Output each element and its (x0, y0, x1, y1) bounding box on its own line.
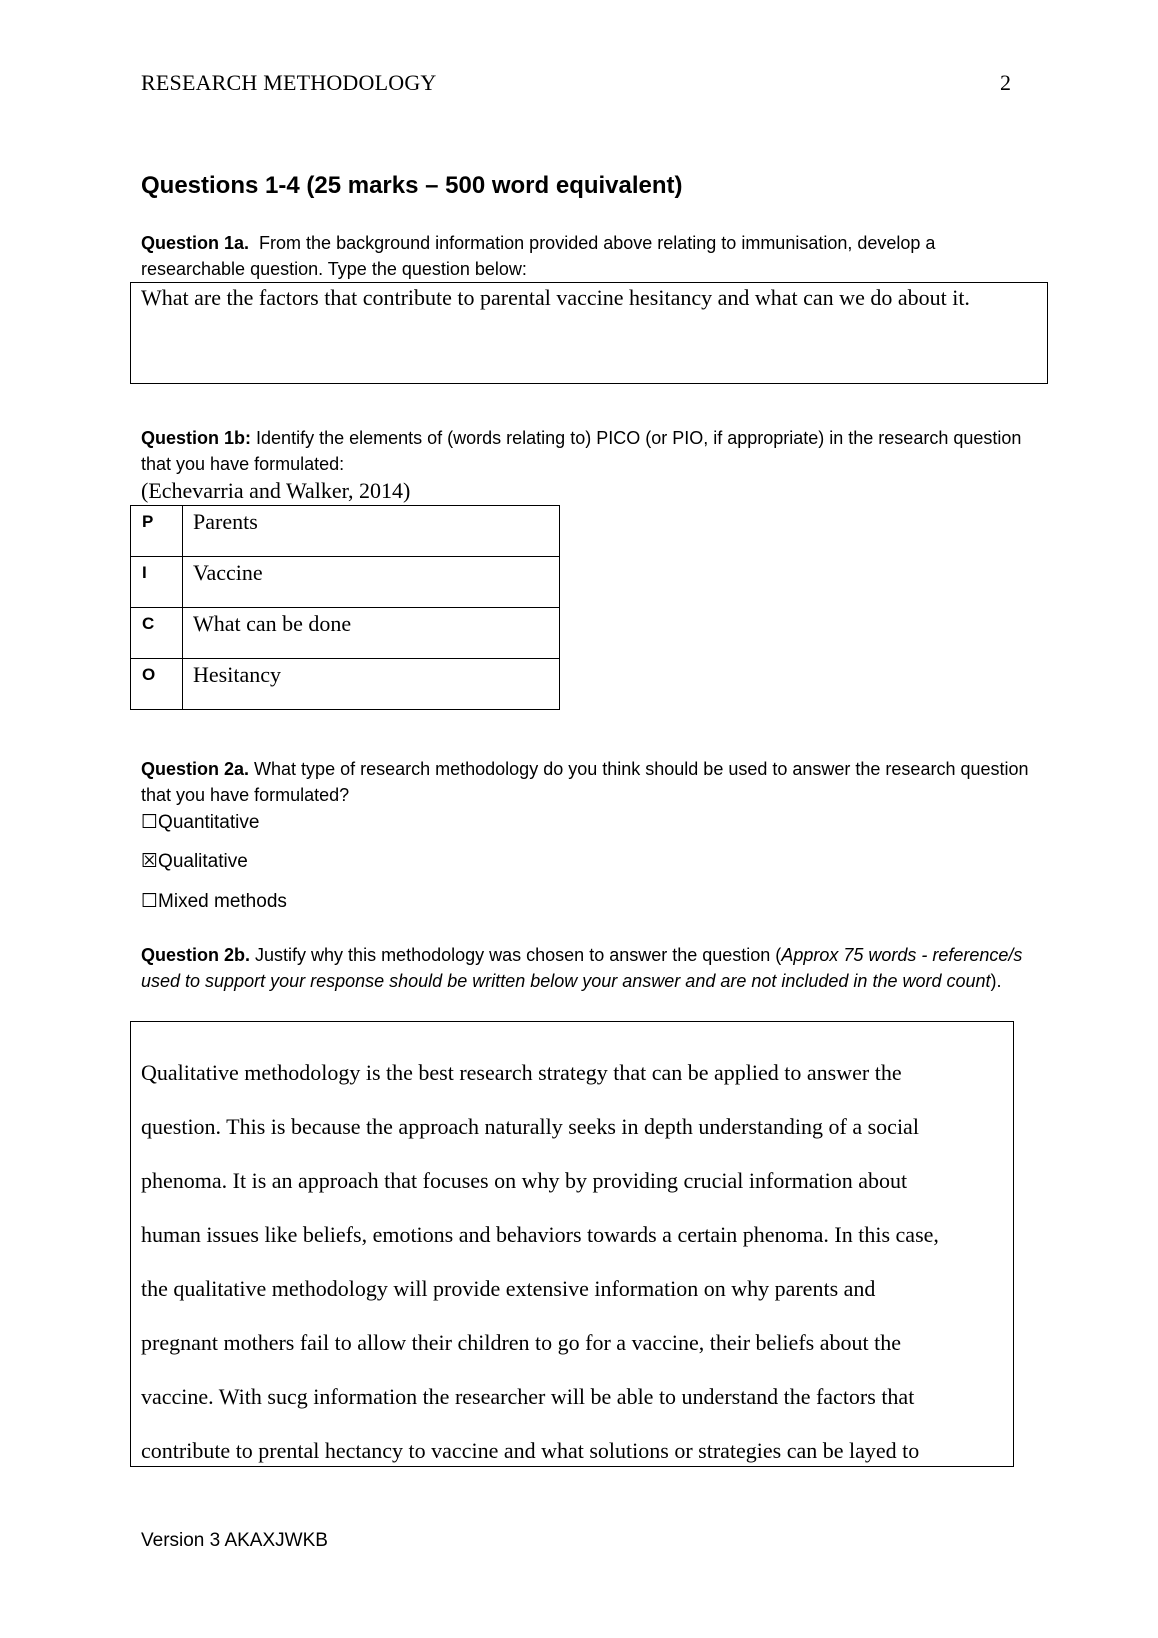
checkbox-unchecked-icon[interactable]: ☐ (141, 812, 159, 833)
question-1a-answer: What are the factors that contribute to parental vaccine hesitancy and what can we do about it. (141, 285, 970, 310)
methodology-option-qualitative[interactable] (141, 850, 248, 873)
question-1b-prompt: Identify the elements of (words relating to) PICO (or PIO, if appropriate) in the research question that you have formulated: (141, 428, 1022, 474)
option-label: Quantitative (158, 812, 260, 833)
question-2b (141, 942, 1041, 994)
question-2a-prompt: What type of research methodology do you think should be used to answer the research question that you have formulated? (141, 759, 1029, 805)
answer-line: pregnant mothers fail to allow their children to go for a vaccine, their beliefs about the (141, 1330, 901, 1355)
pico-table (130, 505, 560, 710)
pico-row (131, 557, 560, 608)
question-1b-label: Question 1b: (141, 428, 252, 448)
answer-line: question. This is because the approach naturally seeks in depth understanding of a social (141, 1114, 919, 1139)
question-2b-prompt: Justify why this methodology was chosen to answer the question ( (255, 945, 782, 965)
pico-key: I (131, 557, 183, 608)
question-1a (141, 230, 1041, 282)
question-2a (141, 756, 1041, 808)
answer-line: human issues like beliefs, emotions and behaviors towards a certain phenoma. In this case, (141, 1222, 939, 1247)
option-label: Qualitative (158, 851, 248, 872)
question-2b-prompt-note: Approx 75 words - reference/s used to support your response should be written below your answer and are not included in the word count (141, 945, 1023, 991)
pico-value[interactable]: Vaccine (183, 557, 560, 608)
pico-row (131, 608, 560, 659)
pico-value[interactable]: What can be done (183, 608, 560, 659)
pico-key: O (131, 659, 183, 710)
question-1b (141, 425, 1041, 477)
methodology-option-quantitative[interactable] (141, 811, 259, 834)
answer-line: phenoma. It is an approach that focuses on why by providing crucial information about (141, 1168, 908, 1193)
option-label: Mixed methods (158, 891, 287, 912)
running-header-title: RESEARCH METHODOLOGY (141, 70, 437, 95)
pico-row (131, 659, 560, 710)
question-2b-label: Question 2b. (141, 945, 251, 965)
checkbox-checked-icon[interactable]: ☒ (141, 851, 159, 872)
answer-line: the qualitative methodology will provide extensive information on why parents and (141, 1276, 876, 1301)
question-1a-answer-box[interactable] (130, 282, 1048, 384)
pico-row (131, 506, 560, 557)
question-1a-prompt: From the background information provided above relating to immunisation, develop a researchable question. Type the question below: (141, 233, 936, 279)
answer-line: Qualitative methodology is the best research strategy that can be applied to answer the (141, 1060, 902, 1085)
page-number: 2 (1000, 70, 1011, 95)
footer-version: Version 3 AKAXJWKB (141, 1530, 328, 1551)
question-1a-label: Question 1a. (141, 233, 250, 253)
pico-value[interactable]: Hesitancy (183, 659, 560, 710)
checkbox-unchecked-icon[interactable]: ☐ (141, 891, 159, 912)
pico-key: P (131, 506, 183, 557)
answer-line: vaccine. With sucg information the researcher will be able to understand the factors that (141, 1384, 915, 1409)
answer-line: contribute to prental hectancy to vaccine and what solutions or strategies can be layed to (141, 1438, 920, 1463)
section-heading: Questions 1-4 (25 marks – 500 word equivalent) (141, 172, 683, 199)
pico-key: C (131, 608, 183, 659)
question-2a-label: Question 2a. (141, 759, 250, 779)
methodology-option-mixed[interactable] (141, 890, 287, 913)
pico-citation: (Echevarria and Walker, 2014) (141, 478, 411, 503)
pico-value[interactable]: Parents (183, 506, 560, 557)
question-2b-answer-box[interactable] (130, 1021, 1014, 1467)
question-2b-prompt-end: ). (990, 971, 1002, 991)
